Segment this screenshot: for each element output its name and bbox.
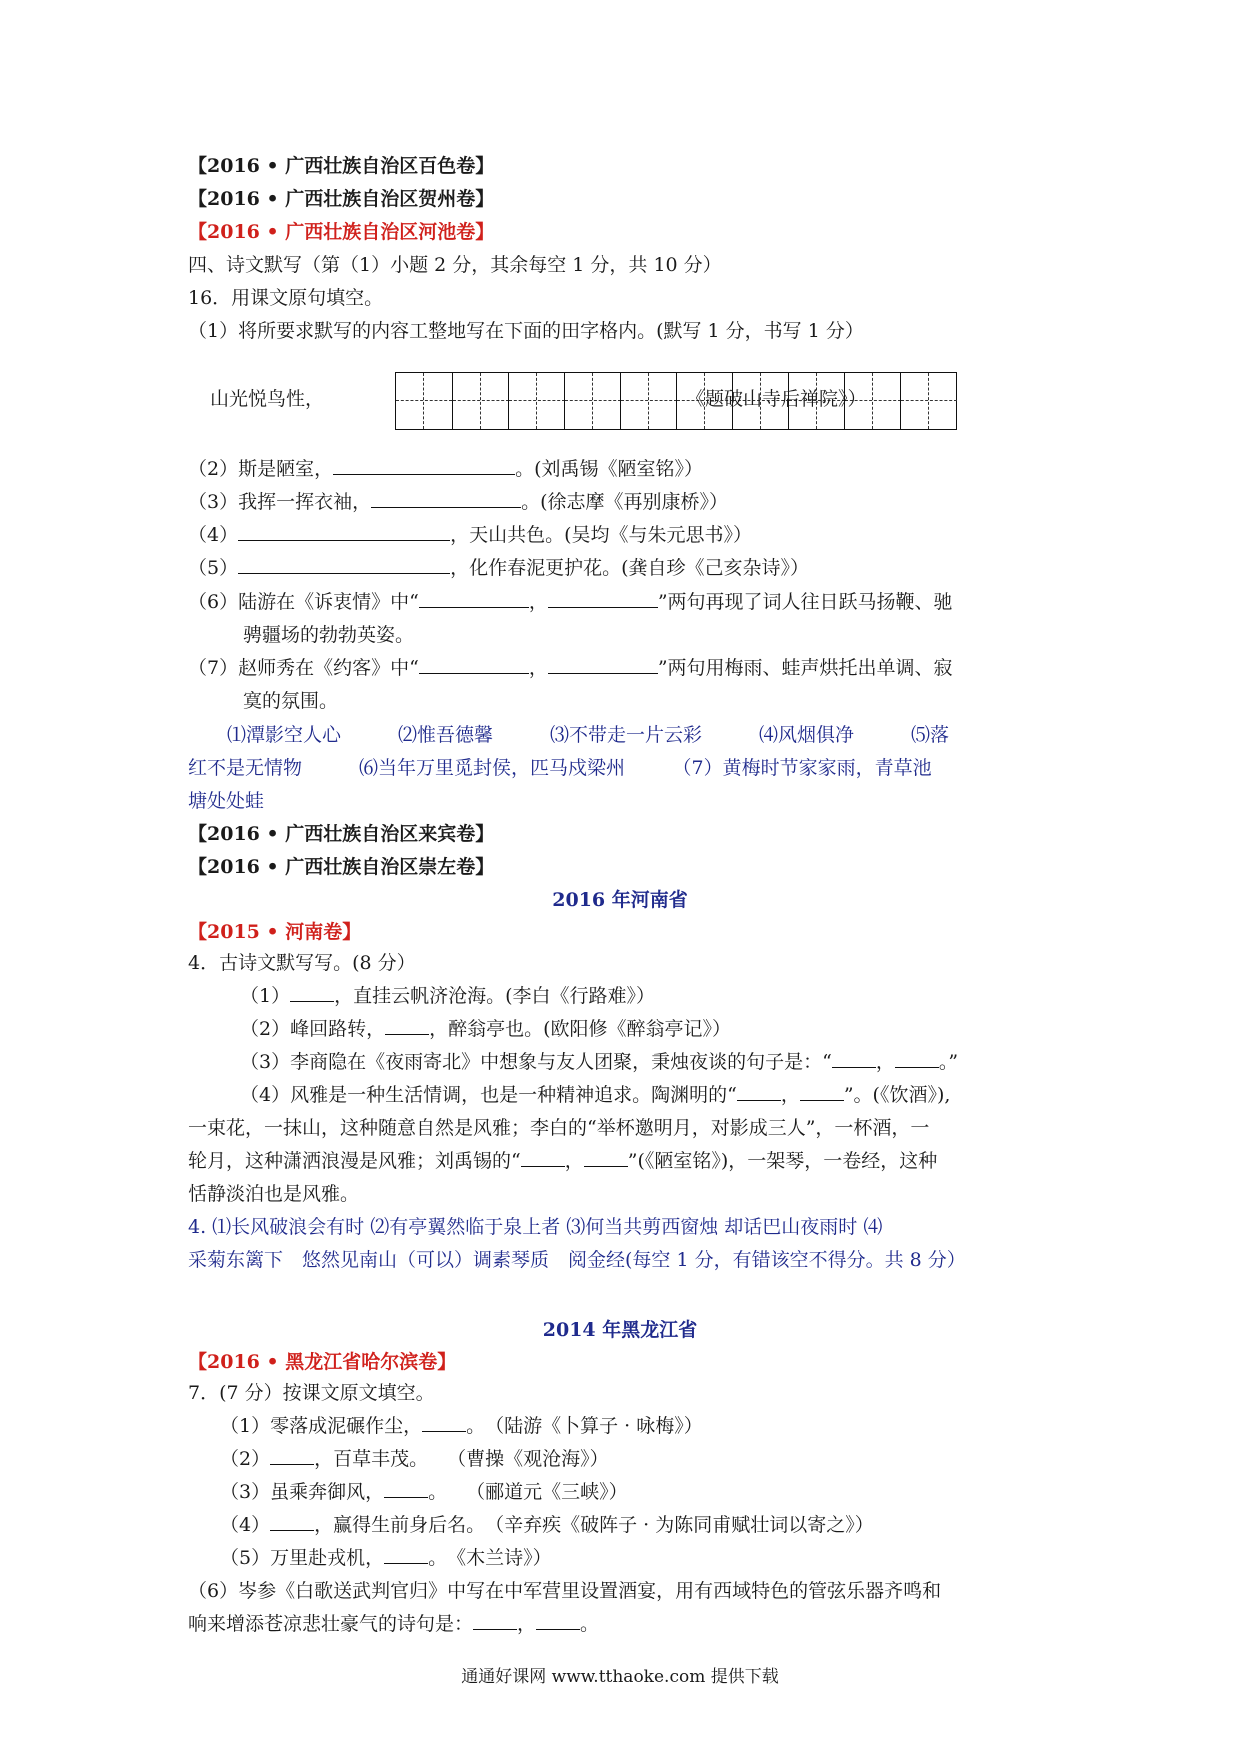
answer-blank[interactable]	[270, 1446, 314, 1465]
grid-cell	[900, 373, 956, 429]
question-16-6-cont: 骋疆场的勃勃英姿。	[243, 624, 415, 646]
question-7-6: （6）岑参《白歌送武判官归》中写在中军营里设置酒宴，用有西域特色的管弦乐器齐鸣和	[188, 1580, 942, 1602]
answer-blank[interactable]	[384, 1545, 428, 1564]
answer-blank[interactable]	[419, 655, 529, 674]
answer-blank[interactable]	[290, 983, 334, 1002]
section-tag-henan: 【2015 • 河南卷】	[188, 921, 362, 943]
answer-blank[interactable]	[270, 1512, 314, 1531]
question-16-3: （3）我挥一挥衣袖， 。(徐志摩《再别康桥》）	[188, 491, 729, 513]
question-16-2: （2）斯是陋室， 。(刘禹锡《陋室铭》）	[188, 458, 704, 480]
tianzige-grid	[395, 372, 957, 430]
question-4-2: （2）峰回路转， ，醉翁亭也。(欧阳修《醉翁亭记》）	[240, 1018, 732, 1040]
answer-blank[interactable]	[238, 522, 450, 541]
question-4-4-cont1: 一束花，一抹山，这种随意自然是风雅；李白的“举杯邀明月，对影成三人”，一杯酒，一	[188, 1117, 930, 1139]
question-4-4: （4）风雅是一种生活情调，也是一种精神追求。陶渊明的“ ， ”。(《饮酒》),	[240, 1084, 951, 1106]
question-16-5: （5） ，化作春泥更护花。(龚自珍《己亥杂诗》）	[188, 557, 810, 579]
grid-cell	[508, 373, 564, 429]
question-16-7: （7）赵师秀在《约客》中“ ， ”两句用梅雨、蛙声烘托出单调、寂	[188, 657, 953, 679]
question-4-1: （1） ，直挂云帆济沧海。(李白《行路难》）	[240, 985, 656, 1007]
section-tag-harbin: 【2016 • 黑龙江省哈尔滨卷】	[188, 1351, 457, 1373]
answer-blank[interactable]	[422, 1413, 466, 1432]
answer-blank[interactable]	[548, 589, 658, 608]
section-tag-baise: 【2016 • 广西壮族自治区百色卷】	[188, 155, 495, 177]
question-16: 16．用课文原句填空。	[188, 287, 384, 309]
grid-cell	[564, 373, 620, 429]
answer-blank[interactable]	[548, 655, 658, 674]
grid-cell	[452, 373, 508, 429]
answer-line-2: 红不是无情物 ⑹当年万里觅封侯，匹马戍梁州 （7）黄梅时节家家雨，青草池	[188, 757, 932, 779]
answer-blank[interactable]	[536, 1611, 580, 1630]
grid-right-text: 《题破山寺后禅院》）	[686, 388, 867, 410]
question-4-4-cont2: 轮月，这种潇洒浪漫是风雅；刘禹锡的“ ， ”(《陋室铭》)，一架琴，一卷经，这种	[188, 1150, 938, 1172]
question-16-6: （6）陆游在《诉衷情》中“ ， ”两句再现了词人往日跃马扬鞭、驰	[188, 591, 953, 613]
section-tag-laibin: 【2016 • 广西壮族自治区来宾卷】	[188, 823, 495, 845]
answer-blank[interactable]	[521, 1148, 565, 1167]
heading-heilongjiang: 2014 年黑龙江省	[542, 1319, 698, 1341]
henan-answer-1: 4. ⑴长风破浪会有时 ⑵有亭翼然临于泉上者 ⑶何当共剪西窗烛 却话巴山夜雨时 ⑷	[188, 1216, 883, 1238]
question-4-4-cont3: 恬静淡泊也是风雅。	[188, 1183, 360, 1205]
question-7-6-cont: 响来增添苍凉悲壮豪气的诗句是： ， 。	[188, 1613, 600, 1635]
answer-blank[interactable]	[371, 489, 521, 508]
question-16-4: （4） ，天山共色。(吴均《与朱元思书》）	[188, 524, 753, 546]
answer-blank[interactable]	[584, 1148, 628, 1167]
question-4: 4．古诗文默写写。(8 分）	[188, 952, 416, 974]
question-7-5: （5）万里赴戎机， 。 《木兰诗》）	[220, 1547, 552, 1569]
question-7-3: （3）虽乘奔御风， 。 （郦道元《三峡》）	[220, 1481, 628, 1503]
part-title: 四、诗文默写（第（1）小题 2 分，其余每空 1 分，共 10 分）	[188, 254, 722, 276]
answer-blank[interactable]	[737, 1082, 781, 1101]
question-7-4: （4） ，赢得生前身后名。 （辛弃疾《破阵子 · 为陈同甫赋壮词以寄之》）	[220, 1514, 874, 1536]
grid-left-text: 山光悦鸟性，	[210, 388, 325, 410]
page-footer: 通通好课网 www.tthaoke.com 提供下载	[461, 1667, 779, 1687]
section-tag-hechi: 【2016 • 广西壮族自治区河池卷】	[188, 221, 495, 243]
answer-blank[interactable]	[385, 1016, 429, 1035]
section-tag-hezhou: 【2016 • 广西壮族自治区贺州卷】	[188, 188, 495, 210]
question-4-3: （3）李商隐在《夜雨寄北》中想象与友人团聚，秉烛夜谈的句子是：“ ， 。”	[240, 1051, 959, 1073]
answer-blank[interactable]	[895, 1049, 939, 1068]
grid-cell	[620, 373, 676, 429]
question-16-7-cont: 寞的氛围。	[243, 690, 339, 712]
answer-blank[interactable]	[473, 1611, 517, 1630]
question-7-2: （2） ，百草丰茂。 （曹操《观沧海》）	[220, 1448, 609, 1470]
answer-blank[interactable]	[333, 456, 515, 475]
answer-line-3: 塘处处蛙	[188, 790, 265, 812]
answer-line-1: ⑴潭影空人心 ⑵惟吾德馨 ⑶不带走一片云彩 ⑷风烟俱净 ⑸落	[227, 724, 950, 746]
answer-blank[interactable]	[800, 1082, 844, 1101]
answer-blank[interactable]	[832, 1049, 876, 1068]
section-tag-chongzuo: 【2016 • 广西壮族自治区崇左卷】	[188, 856, 495, 878]
question-7: 7．(7 分）按课文原文填空。	[188, 1382, 435, 1404]
heading-henan: 2016 年河南省	[552, 889, 688, 911]
grid-cell	[396, 373, 452, 429]
henan-answer-2: 采菊东篱下 悠然见南山（可以）调素琴质 阅金经(每空 1 分，有错该空不得分。共 8 分）	[188, 1249, 966, 1271]
question-16-1: （1）将所要求默写的内容工整地写在下面的田字格内。(默写 1 分，书写 1 分）	[188, 320, 864, 342]
answer-blank[interactable]	[238, 555, 450, 574]
answer-blank[interactable]	[419, 589, 529, 608]
question-7-1: （1）零落成泥碾作尘， 。 （陆游《卜算子 · 咏梅》）	[220, 1415, 703, 1437]
answer-blank[interactable]	[384, 1479, 428, 1498]
